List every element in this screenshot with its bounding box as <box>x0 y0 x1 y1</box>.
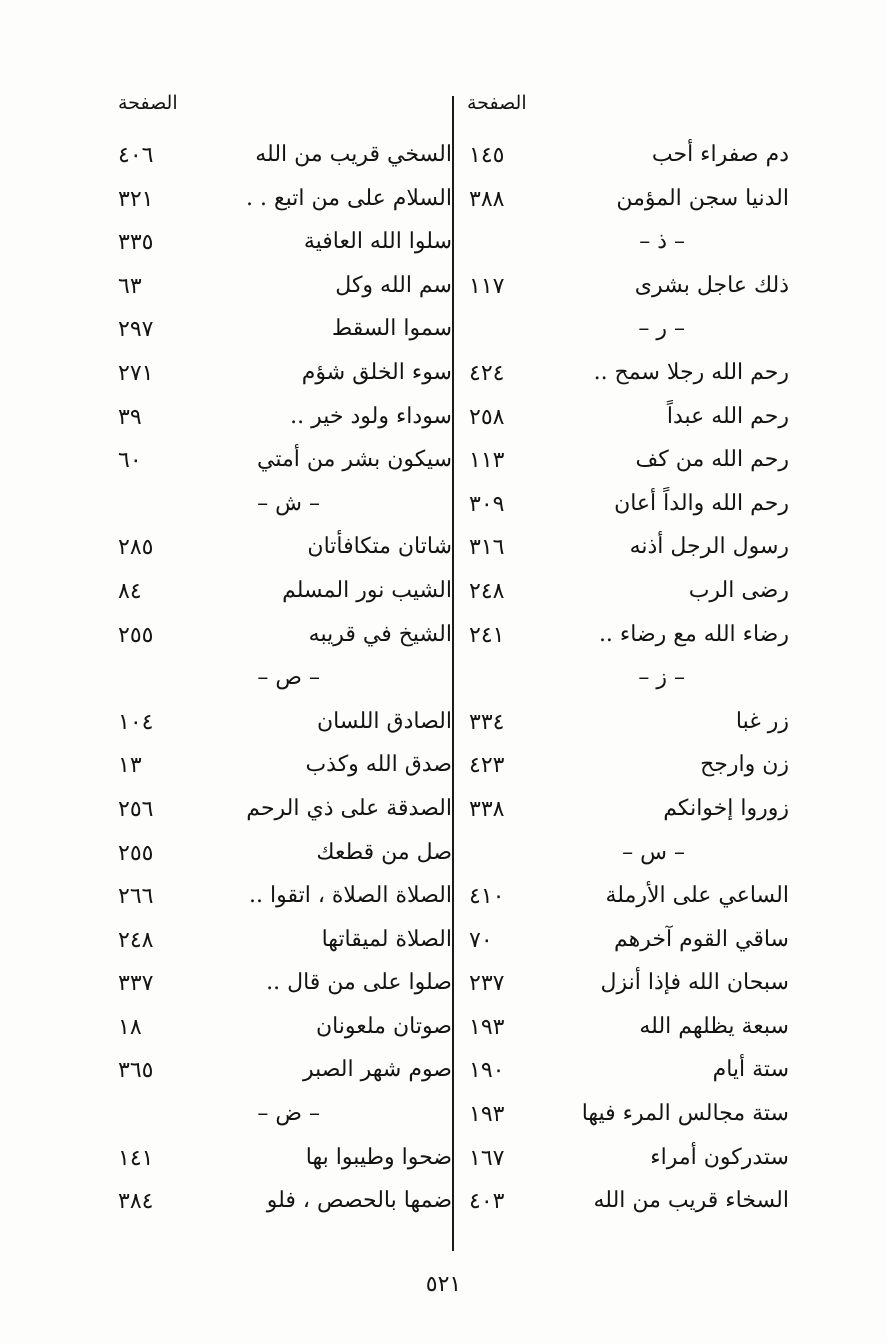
entry-page-number: ١٩٠ <box>469 1058 505 1084</box>
entry-title: ضحوا وطيبوا بها <box>305 1144 452 1170</box>
entry-title: الشيب نور المسلم <box>282 577 452 603</box>
index-entry <box>60 221 470 265</box>
index-entry <box>455 701 865 745</box>
entry-page-number: ٢٥٦ <box>118 796 154 822</box>
letter-heading-text: – ض – <box>257 1101 320 1127</box>
left-column-header <box>60 92 470 134</box>
index-entry <box>60 1180 470 1224</box>
entry-title: سم الله وكل <box>335 272 452 298</box>
entry-title: الصلاة لميقاتها <box>321 926 452 952</box>
letter-heading-text: – ص – <box>257 665 320 691</box>
entry-title: الصادق اللسان <box>316 708 452 734</box>
entry-page-number: ٤٠٣ <box>469 1189 505 1215</box>
entry-title: رضى الرب <box>688 577 789 603</box>
entry-page-number: ٦٠ <box>118 448 142 474</box>
entry-page-number: ٢٥٥ <box>118 840 154 866</box>
page-number: ٥٢١ <box>425 1272 462 1297</box>
entry-page-number: ٣٢١ <box>118 186 154 212</box>
index-entry <box>60 788 470 832</box>
left-column-rows <box>60 134 470 1224</box>
index-entry <box>455 1049 865 1093</box>
index-entry <box>60 1049 470 1093</box>
index-entry <box>455 178 865 222</box>
entry-page-number: ٤١٠ <box>469 884 505 910</box>
entry-page-number: ٢٥٥ <box>118 622 154 648</box>
left-column <box>60 92 470 1224</box>
entry-title: سلوا الله العافية <box>303 229 452 255</box>
entry-page-number: ١٣ <box>118 753 142 779</box>
entry-title: زر غبا <box>735 708 789 734</box>
entry-title: زن وارجح <box>700 752 789 778</box>
index-entry <box>455 875 865 919</box>
index-entry <box>455 788 865 832</box>
entry-page-number: ٢٦٦ <box>118 884 154 910</box>
entry-page-number: ٢٧١ <box>118 360 154 386</box>
entry-title: الصلاة الصلاة ، اتقوا .. <box>249 883 452 909</box>
letter-heading <box>455 308 865 352</box>
letter-heading-text: – ز – <box>638 665 685 691</box>
entry-title: ستة أيام <box>712 1057 789 1083</box>
entry-title: صدق الله وكذب <box>305 752 452 778</box>
letter-heading <box>60 483 470 527</box>
entry-title: شاتان متكافأتان <box>307 534 452 560</box>
index-entry <box>60 744 470 788</box>
letter-heading-text: – ر – <box>638 316 685 342</box>
entry-page-number: ٤٢٤ <box>469 360 505 386</box>
entry-page-number: ٣٠٩ <box>469 491 505 517</box>
index-entry <box>455 1093 865 1137</box>
entry-page-number: ٤٢٣ <box>469 753 505 779</box>
index-entry <box>455 483 865 527</box>
page-header-label: الصفحة <box>118 92 178 114</box>
index-entry <box>455 1137 865 1181</box>
index-entry <box>455 1006 865 1050</box>
entry-page-number: ١٠٤ <box>118 709 154 735</box>
entry-page-number: ٣٨٨ <box>469 186 505 212</box>
entry-title: السخي قريب من الله <box>255 142 452 167</box>
entry-page-number: ٧٠ <box>469 927 493 953</box>
index-entry <box>455 439 865 483</box>
entry-page-number: ١٩٣ <box>469 1102 505 1128</box>
index-entry <box>60 134 470 178</box>
entry-page-number: ٨٤ <box>118 578 142 604</box>
letter-heading <box>60 1093 470 1137</box>
entry-page-number: ٣٣٤ <box>469 709 505 735</box>
index-entry <box>60 875 470 919</box>
entry-page-number: ٣٦٥ <box>118 1058 154 1084</box>
index-entry <box>60 526 470 570</box>
entry-title: صلوا على من قال .. <box>266 970 452 996</box>
entry-page-number: ٢٤٨ <box>469 578 505 604</box>
index-entry <box>60 614 470 658</box>
index-entry <box>60 396 470 440</box>
entry-page-number: ٢٤١ <box>469 622 505 648</box>
entry-page-number: ٣٣٥ <box>118 230 154 256</box>
index-entry <box>455 396 865 440</box>
index-entry <box>60 832 470 876</box>
letter-heading <box>60 657 470 701</box>
entry-page-number: ٣٣٨ <box>469 796 505 822</box>
entry-title: ستة مجالس المرء فيها <box>581 1101 789 1127</box>
entry-title: سموا السقط <box>331 316 452 342</box>
entry-title: سوداء ولود خير .. <box>290 403 452 429</box>
entry-page-number: ٢٣٧ <box>469 971 505 997</box>
index-entry <box>455 265 865 309</box>
index-entry <box>60 962 470 1006</box>
entry-title: رحم الله عبداً <box>666 403 789 429</box>
index-entry <box>60 570 470 614</box>
index-entry <box>455 1180 865 1224</box>
entry-title: صوم شهر الصبر <box>302 1057 452 1083</box>
entry-title: ضمها بالحصص ، فلو <box>266 1188 452 1214</box>
entry-title: صوتان ملعونان <box>315 1013 452 1039</box>
letter-heading <box>455 221 865 265</box>
entry-title: رحم الله رجلا سمح .. <box>593 359 789 385</box>
entry-title: السخاء قريب من الله <box>593 1188 789 1214</box>
entry-page-number: ٢٥٨ <box>469 404 505 430</box>
right-column <box>455 92 865 1224</box>
entry-page-number: ١٦٧ <box>469 1145 505 1171</box>
index-entry <box>455 962 865 1006</box>
entry-page-number: ٦٣ <box>118 273 142 299</box>
index-entry <box>60 1006 470 1050</box>
index-entry <box>455 614 865 658</box>
entry-page-number: ٣٩ <box>118 404 142 430</box>
index-entry <box>455 352 865 396</box>
index-entry <box>60 439 470 483</box>
right-column-rows <box>455 134 865 1224</box>
entry-page-number: ٣٣٧ <box>118 971 154 997</box>
letter-heading <box>455 657 865 701</box>
index-entry <box>60 308 470 352</box>
entry-title: ذلك عاجل بشرى <box>634 272 789 298</box>
letter-heading <box>455 832 865 876</box>
page-header-label: الصفحة <box>467 92 527 114</box>
index-entry <box>60 701 470 745</box>
entry-page-number: ١٤١ <box>118 1145 154 1171</box>
entry-page-number: ٣٨٤ <box>118 1189 154 1215</box>
entry-page-number: ١٤٥ <box>469 143 505 168</box>
index-entry <box>455 134 865 178</box>
index-entry <box>60 1137 470 1181</box>
entry-page-number: ٢٨٥ <box>118 535 154 561</box>
entry-title: الدنيا سجن المؤمن <box>616 185 789 211</box>
entry-title: ستدركون أمراء <box>650 1144 789 1170</box>
index-entry <box>455 744 865 788</box>
index-entry <box>60 178 470 222</box>
entry-title: دم صفراء أحب <box>651 142 789 167</box>
index-entry <box>60 265 470 309</box>
entry-title: ساقي القوم آخرهم <box>613 926 789 952</box>
right-column-header <box>455 92 865 134</box>
letter-heading-text: – ذ – <box>639 229 685 255</box>
entry-title: صل من قطعك <box>316 839 452 865</box>
entry-page-number: ١١٣ <box>469 448 505 474</box>
entry-title: سوء الخلق شؤم <box>301 359 452 385</box>
entry-page-number: ٢٩٧ <box>118 317 154 343</box>
entry-title: رحم الله من كف <box>635 447 789 473</box>
entry-page-number: ٣١٦ <box>469 535 505 561</box>
letter-heading-text: – س – <box>622 839 685 865</box>
entry-title: رضاء الله مع رضاء .. <box>598 621 789 647</box>
index-entry <box>60 352 470 396</box>
entry-title: سبعة يظلهم الله <box>639 1013 789 1039</box>
entry-page-number: ١١٧ <box>469 273 505 299</box>
index-entry <box>455 919 865 963</box>
entry-title: الساعي على الأرملة <box>605 883 789 909</box>
entry-title: السلام على من اتبع . . <box>245 185 452 211</box>
index-entry <box>60 919 470 963</box>
entry-page-number: ٢٤٨ <box>118 927 154 953</box>
index-entry <box>455 570 865 614</box>
entry-title: الصدقة على ذي الرحم <box>246 795 452 821</box>
entry-title: رحم الله والداً أعان <box>614 490 789 516</box>
entry-title: سبحان الله فإذا أنزل <box>600 970 789 996</box>
entry-title: رسول الرجل أذنه <box>629 534 789 560</box>
letter-heading-text: – ش – <box>257 490 320 516</box>
entry-page-number: ٤٠٦ <box>118 143 154 168</box>
index-entry <box>455 526 865 570</box>
entry-title: سيكون بشر من أمتي <box>256 447 452 473</box>
entry-page-number: ١٨ <box>118 1014 142 1040</box>
entry-title: الشيخ في قريبه <box>308 621 452 647</box>
entry-title: زوروا إخوانكم <box>663 795 789 821</box>
entry-page-number: ١٩٣ <box>469 1014 505 1040</box>
